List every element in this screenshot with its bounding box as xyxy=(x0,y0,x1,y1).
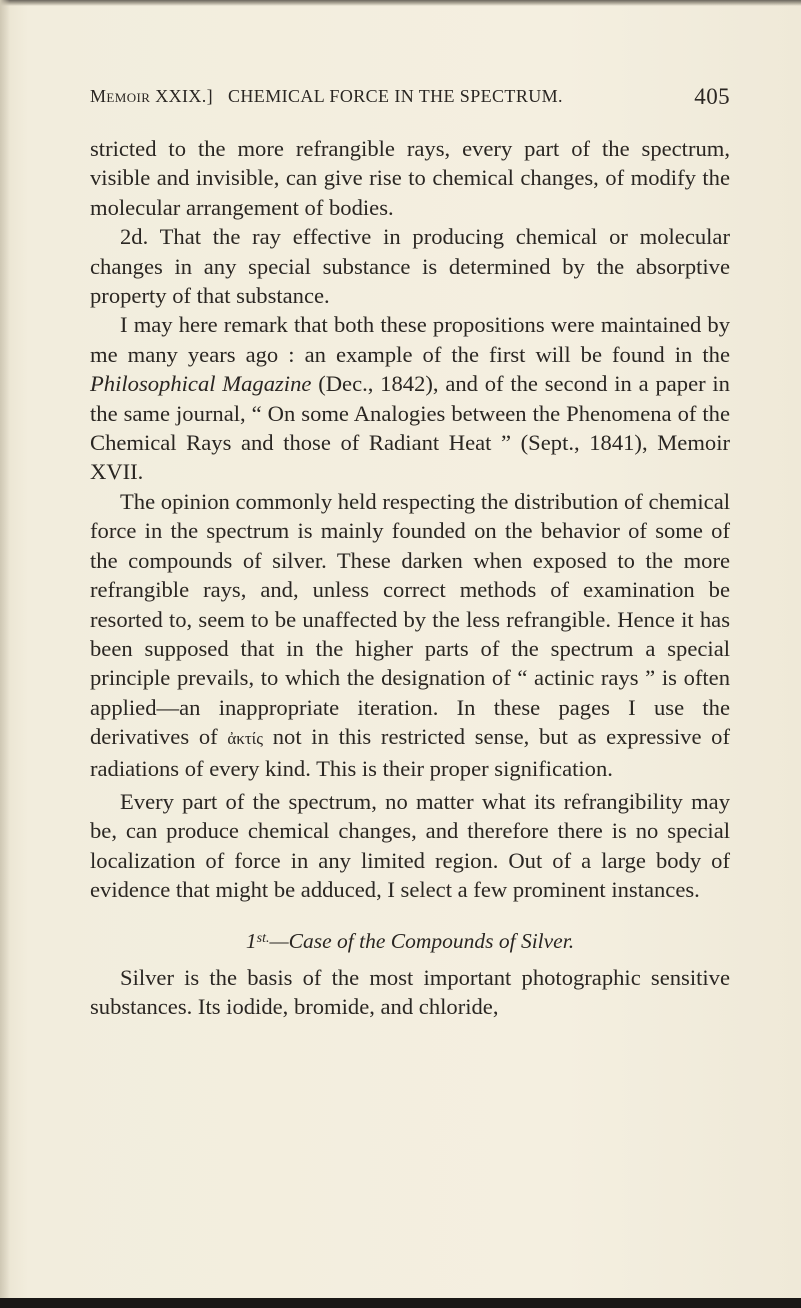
paragraph-remark xyxy=(90,310,730,486)
running-head-title: CHEMICAL FORCE IN THE SPECTRUM. xyxy=(228,86,563,106)
paragraph-remark-text-2: (Dec., 1842), and of the second in a paper in the same journal, “ On some Analogies between the Phenomena of the Chemical Rays and those of Radiant Heat ” (Sept., 1841), Memoir XVII. xyxy=(90,371,730,485)
paragraph-opinion-text-2: not in this restricted sense, but as expressive of radiations of every kind. This is their proper signification. xyxy=(90,724,730,781)
paragraph-opinion xyxy=(90,487,730,783)
page-bottom-edge xyxy=(0,1298,801,1308)
running-head xyxy=(90,86,730,120)
paragraph-opinion-text-1: The opinion commonly held respecting the distribution of chemical force in the spectrum is mainly founded on the behavior of some of the compounds of silver. These darken when exposed to the more refrangible rays, and, unless correct methods of examination be resorted to, seem to be unaffected by the less refrangible. Hence it has been supposed that in the higher parts of the spectrum a special principle prevails, to which the designation of “ actinic rays ” is often applied—an inappropriate iteration. In these pages I use the derivatives of xyxy=(90,488,730,750)
body-text xyxy=(90,134,730,1021)
paragraph-remark-text-1: I may here remark that both these propositions were maintained by me many years ago : an example of the first will be found in the xyxy=(90,312,730,367)
section-heading xyxy=(90,925,730,955)
paragraph-continued: stricted to the more refrangible rays, every part of the spectrum, visible and invisible, can give rise to chemical changes, of modify the molecular arrangement of bodies. xyxy=(90,136,730,220)
section-ordinal: st. xyxy=(256,930,270,946)
paragraph-every-part: Every part of the spectrum, no matter what its refrangibility may be, can produce chemical changes, and therefore there is no special localization of force in any limited region. Out of a large body of evidence that might be adduced, I select a few prominent instances. xyxy=(90,788,730,903)
page-number: 405 xyxy=(694,84,730,109)
paragraph-silver: Silver is the basis of the most important photographic sensitive substances. Its iodide, bromide, and chloride, xyxy=(90,964,730,1019)
page-top-edge xyxy=(0,0,801,6)
section-title: —Case of the Compounds of Silver. xyxy=(269,928,575,953)
paragraph-proposition-2: 2d. That the ray effective in producing chemical or molecular changes in any special substance is determined by the absorptive property of that substance. xyxy=(90,224,730,309)
section-number: 1 xyxy=(245,928,257,953)
running-head-memoir: Memoir XXIX.] xyxy=(90,86,214,106)
journal-title: Philosophical Magazine xyxy=(90,371,312,397)
page-gutter-shadow xyxy=(0,0,10,1308)
greek-word: ἀκτίς xyxy=(227,729,263,749)
